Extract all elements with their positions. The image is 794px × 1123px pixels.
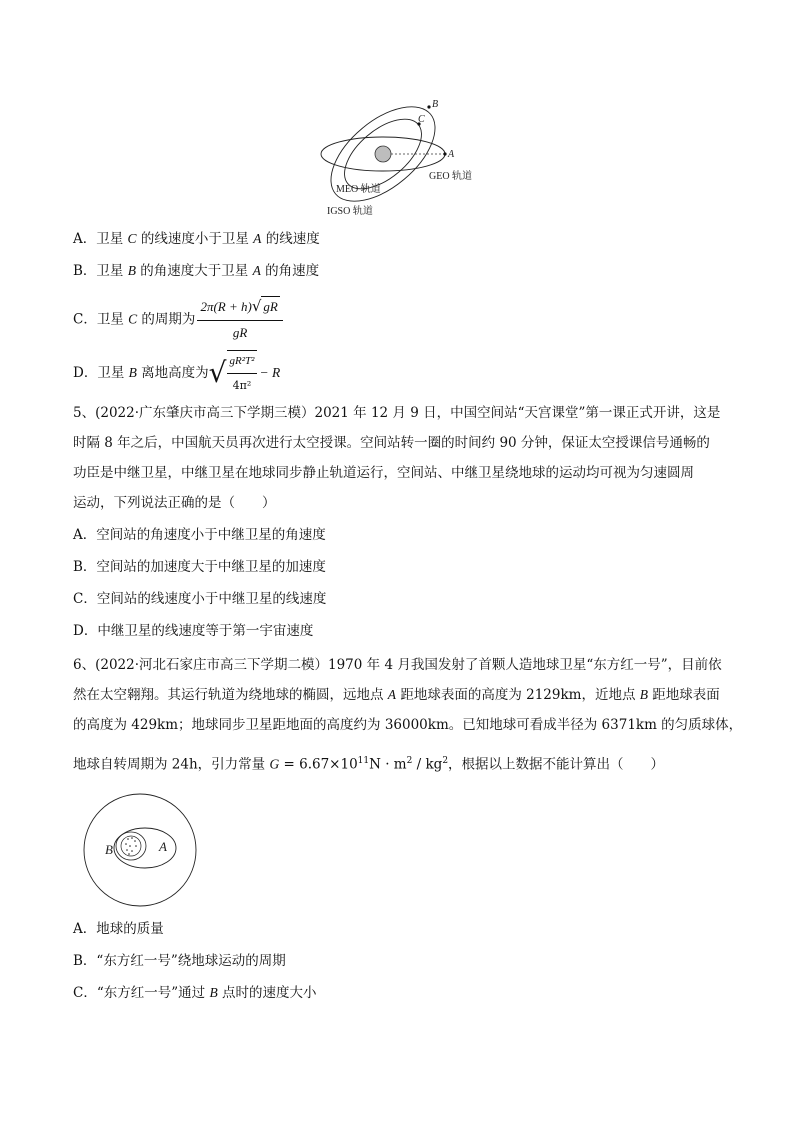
- exponent: 2: [442, 756, 449, 766]
- period-fraction: $\frac{2\pi(R + h)√ gR}{gR}$: [197, 296, 282, 343]
- q5-option-b: B．空间站的加速度大于中继卫星的加速度: [73, 559, 326, 575]
- exponent: 11: [357, 756, 370, 766]
- var: B: [128, 365, 137, 380]
- text: A．卫星: [73, 231, 128, 247]
- text: 距地球表面的高度为 2129km，近地点: [396, 687, 640, 703]
- label-b: B: [432, 99, 439, 110]
- text: 的周期为: [137, 311, 196, 328]
- q5-option-d: D．中继卫星的线速度等于第一宇宙速度: [73, 623, 314, 639]
- label-geo-orbit: GEO 轨道: [429, 171, 473, 182]
- orbit-diagram: [315, 96, 485, 220]
- var: A: [252, 263, 261, 278]
- var: B: [639, 687, 649, 702]
- var: A: [253, 231, 262, 246]
- numerator: 2π(R + h): [200, 299, 252, 314]
- unit: N · m: [369, 756, 407, 773]
- text: 的线速度小于卫星: [136, 231, 254, 247]
- denominator: 4π²: [232, 379, 252, 392]
- q6-option-a: A．地球的质量: [73, 921, 164, 937]
- text: B．卫星: [73, 263, 128, 279]
- earth-dots: [125, 837, 137, 855]
- q6-stem-line-4: [73, 752, 664, 774]
- label-a: A: [159, 839, 167, 854]
- numerator-root: gR: [261, 296, 279, 317]
- var: B: [127, 263, 136, 278]
- text: 的角速度大于卫星: [135, 263, 253, 279]
- label-b: B: [105, 842, 113, 857]
- q6-stem-line-3: 的高度为 429km；地球同步卫星距地面的高度约为 36000km。已知地球可看成半径为 6371km 的匀质球体，: [73, 717, 743, 733]
- label-c: C: [418, 114, 425, 125]
- text: C．“东方红一号”通过: [73, 985, 210, 1001]
- exponent: 2: [406, 756, 413, 766]
- text: D．卫星: [73, 365, 129, 381]
- q4-option-c: [73, 296, 285, 343]
- text: 离地高度为: [136, 365, 209, 381]
- q6-stem-line-1: 6、(2022·河北石家庄市高三下学期二模）1970 年 4 月我国发射了首颗人造地球卫星“东方红一号”，目前依: [73, 657, 722, 673]
- var: A: [387, 687, 397, 702]
- q5-stem-line-1: 5、(2022·广东肇庆市高三下学期三模）2021 年 12 月 9 日，中国空间站“天宫课堂”第一课正式开讲，这是: [73, 405, 721, 421]
- var: C: [127, 231, 137, 246]
- text: 地球自转周期为 24h，引力常量: [73, 756, 270, 773]
- height-fraction: [227, 350, 258, 396]
- minus-r: − R: [259, 365, 281, 380]
- label-meo-orbit: MEO 轨道: [336, 184, 381, 195]
- denominator: gR: [232, 325, 248, 340]
- gravity-constant-symbol: G: [269, 756, 280, 772]
- text: C．卫星: [73, 311, 129, 328]
- sqrt-sign: √: [208, 356, 227, 389]
- q5-option-c: C．空间站的线速度小于中继卫星的线速度: [73, 591, 327, 607]
- q6-option-b: B．“东方红一号”绕地球运动的周期: [73, 953, 286, 969]
- satellite-a-dot: [443, 152, 446, 155]
- q4-option-b: [73, 262, 319, 280]
- q6-option-c: [73, 984, 316, 1002]
- q5-stem-line-3: 功臣是中继卫星，中继卫星在地球同步静止轨道运行，空间站、中继卫星绕地球的运动均可视为匀速圆周: [73, 465, 694, 481]
- numerator: gR²T²: [227, 351, 258, 374]
- q5-stem-line-2: 时隔 8 年之后，中国航天员再次进行太空授课。空间站转一圈的时间约 90 分钟，保证太空授课信号通畅的: [73, 435, 710, 451]
- text: = 6.67×10: [279, 756, 358, 773]
- text: 然在太空翱翔。其运行轨道为绕地球的椭圆，远地点: [73, 687, 388, 703]
- text: 的线速度: [261, 231, 320, 247]
- earth-orbit-diagram: [70, 792, 210, 912]
- var: C: [128, 311, 138, 327]
- text: 距地球表面: [648, 687, 720, 703]
- var: B: [209, 985, 218, 1000]
- q6-stem-line-2: [73, 686, 720, 704]
- text: 的角速度: [260, 263, 320, 279]
- q4-option-a: [73, 230, 320, 248]
- satellite-b-dot: [427, 105, 430, 108]
- q4-option-d: [73, 350, 280, 396]
- q5-option-a: A．空间站的角速度小于中继卫星的角速度: [73, 527, 326, 543]
- unit: / kg: [412, 756, 443, 773]
- q5-stem-line-4: 运动，下列说法正确的是（ ）: [73, 495, 276, 511]
- earth-icon: [375, 146, 391, 162]
- earth-inner: [121, 836, 141, 856]
- text: ，根据以上数据不能计算出（ ）: [448, 756, 665, 773]
- label-a: A: [448, 149, 455, 160]
- text: 点时的速度大小: [217, 985, 317, 1001]
- label-igso-orbit: IGSO 轨道: [327, 206, 373, 217]
